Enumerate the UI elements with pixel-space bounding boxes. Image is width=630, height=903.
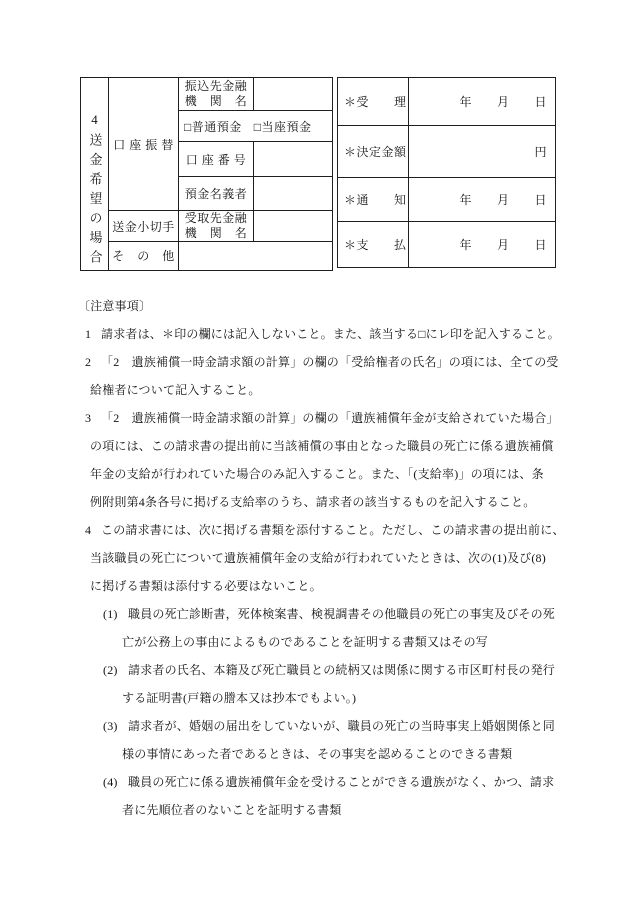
notice-date-field: 年 月 日 bbox=[409, 178, 556, 222]
recipient-bank-label-line2: 機 関 名 bbox=[184, 226, 248, 241]
bank-name-label-line2: 機 関 名 bbox=[184, 94, 248, 109]
bank-name-field bbox=[254, 78, 333, 111]
decided-amount-label: ＊決定金額 bbox=[338, 126, 409, 178]
note-line bbox=[78, 600, 560, 628]
recipient-bank-field bbox=[254, 211, 333, 242]
note-text: 職員の死亡診断書，死体検案書、検視調書その他職員の死亡の事実及びその死 bbox=[128, 607, 556, 621]
note-item-marker: 2 bbox=[85, 355, 92, 369]
notes-section bbox=[78, 292, 565, 824]
decided-amount-field: 円 bbox=[409, 126, 556, 178]
receipt-date-field: 年 月 日 bbox=[409, 78, 556, 126]
office-use-table bbox=[337, 77, 556, 268]
note-text: 年金の支給が行われていた場合のみ記入すること。また、「(支給率)」の項には、条 bbox=[90, 467, 544, 481]
note-text: 「2 遺族補償一時金請求額の計算」の欄の「受給権者の氏名」の項には、全ての受 bbox=[101, 355, 559, 369]
note-text: 「2 遺族補償一時金請求額の計算」の欄の「遺族補償年金が支給されていた場合」 bbox=[101, 411, 559, 425]
note-line bbox=[78, 740, 560, 768]
note-item-marker: 3 bbox=[85, 411, 92, 425]
payment-label: ＊支 払 bbox=[338, 222, 409, 268]
note-text: 例附則第4条各号に掲げる支給率のうち、請求者の該当するものを記入すること。 bbox=[90, 495, 536, 509]
bank-name-label bbox=[179, 78, 254, 111]
note-line bbox=[78, 320, 560, 348]
note-line bbox=[78, 376, 560, 404]
note-text: 職員の死亡に係る遺族補償年金を受けることができる遺族がなく、かつ、請求 bbox=[128, 775, 555, 789]
check-remit-label: 送金小切手 bbox=[109, 211, 179, 242]
notice-label: ＊通 知 bbox=[338, 178, 409, 222]
note-text: 者に先順位者のないことを証明する書類 bbox=[122, 803, 342, 817]
note-text: 給権者について記入すること。 bbox=[90, 383, 261, 397]
note-subitem-marker: (3) bbox=[103, 719, 118, 733]
note-line bbox=[78, 544, 560, 572]
note-line bbox=[78, 348, 560, 376]
note-subitem-marker: (1) bbox=[103, 607, 118, 621]
note-line bbox=[78, 684, 560, 712]
account-holder-label: 預金名義者 bbox=[179, 176, 254, 210]
note-line bbox=[78, 404, 560, 432]
note-line bbox=[78, 712, 560, 740]
account-number-label: 口 座 番 号 bbox=[179, 142, 254, 176]
payment-date-field: 年 月 日 bbox=[409, 222, 556, 268]
deposit-type-cell bbox=[179, 111, 333, 142]
note-item-marker: 1 bbox=[85, 327, 92, 341]
account-holder-field bbox=[254, 176, 333, 210]
note-line bbox=[78, 460, 560, 488]
note-text: の項には、この請求書の提出前に当該補償の事由となった職員の死亡に係る遺族補償 bbox=[90, 439, 554, 453]
account-number-field bbox=[254, 142, 333, 176]
row-check-remit bbox=[81, 211, 333, 242]
note-line bbox=[78, 656, 560, 684]
recipient-bank-label-line1: 受取先金融 bbox=[184, 211, 248, 226]
note-text: 請求者が、婚姻の届出をしていないが、職員の死亡の当時事実上婚姻関係と同 bbox=[128, 719, 556, 733]
row-notice bbox=[338, 178, 556, 222]
note-text: する証明書(戸籍の謄本又は抄本でもよい。) bbox=[122, 691, 357, 705]
other-field bbox=[179, 242, 333, 270]
receipt-label: ＊受 理 bbox=[338, 78, 409, 126]
row-bank-name bbox=[81, 78, 333, 111]
note-text: 請求者は、＊印の欄には記入しないこと。また、該当する□にレ印を記入すること。 bbox=[101, 327, 560, 341]
row-payment bbox=[338, 222, 556, 268]
note-text: に掲げる書類は添付する必要はないこと。 bbox=[90, 579, 322, 593]
section-number: 4 bbox=[91, 112, 98, 127]
note-text: 請求者の氏名、本籍及び死亡職員との続柄又は関係に関する市区町村長の発行 bbox=[128, 663, 556, 677]
other-label: そ の 他 bbox=[109, 242, 179, 270]
row-other bbox=[81, 242, 333, 270]
note-line bbox=[78, 488, 560, 516]
note-line bbox=[78, 572, 560, 600]
account-transfer-label: 口 座 振 替 bbox=[109, 78, 179, 211]
note-line bbox=[78, 768, 560, 796]
note-line bbox=[78, 628, 560, 656]
note-line bbox=[78, 516, 565, 544]
notes-heading: 〔注意事項〕 bbox=[78, 299, 152, 313]
note-text: この請求書には、次に掲げる書類を添付すること。ただし、この請求書の提出前に、 bbox=[101, 523, 565, 537]
recipient-bank-label bbox=[179, 211, 254, 242]
note-text: 当該職員の死亡について遺族補償年金の支給が行われていたときは、次の(1)及び(8) bbox=[90, 551, 546, 565]
section-title-vertical: 送金希望の場合 bbox=[87, 133, 103, 270]
section-number-cell bbox=[81, 78, 109, 271]
note-line bbox=[78, 432, 560, 460]
remittance-table bbox=[80, 77, 333, 271]
note-item-marker: 4 bbox=[85, 523, 92, 537]
note-subitem-marker: (4) bbox=[103, 775, 118, 789]
note-text: 亡が公務上の事由によるものであることを証明する書類又はその写 bbox=[122, 635, 489, 649]
row-decided-amount bbox=[338, 126, 556, 178]
note-line bbox=[78, 796, 560, 824]
note-subitem-marker: (2) bbox=[103, 663, 118, 677]
bank-name-label-line1: 振込先金融 bbox=[184, 79, 248, 94]
note-text: 様の事情にあった者であるときは、その事実を認めることのできる書類 bbox=[122, 747, 513, 761]
current-deposit-checkbox: □当座預金 bbox=[253, 119, 312, 134]
ordinary-deposit-checkbox: □普通預金 bbox=[184, 119, 242, 134]
row-receipt bbox=[338, 78, 556, 126]
